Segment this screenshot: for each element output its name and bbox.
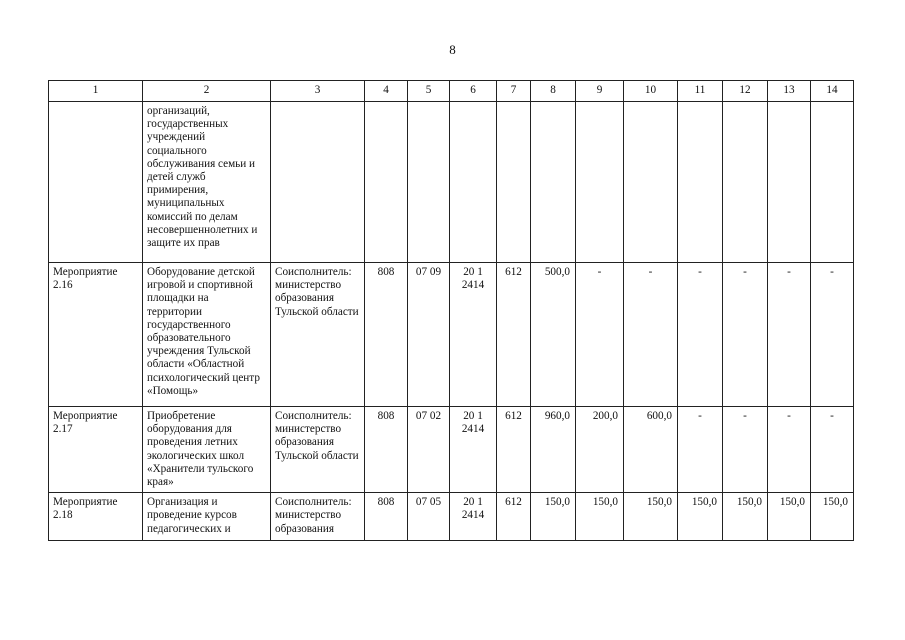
table-cell: 150,0 bbox=[576, 493, 624, 541]
column-header: 8 bbox=[531, 81, 576, 102]
table-cell bbox=[576, 102, 624, 263]
table-cell: организаций, государственных учреждений социального обслуживания семьи и детей служб примирения, муниципальных комиссий по делам несовершеннолетних и защите их прав bbox=[143, 102, 271, 263]
table-cell bbox=[768, 102, 811, 263]
table-cell: 600,0 bbox=[624, 407, 678, 493]
table-cell bbox=[531, 102, 576, 263]
table-cell: 07 09 bbox=[408, 263, 450, 407]
table-cell: Мероприятие 2.17 bbox=[49, 407, 143, 493]
table-cell: Мероприятие 2.16 bbox=[49, 263, 143, 407]
column-header: 9 bbox=[576, 81, 624, 102]
table-cell: 07 02 bbox=[408, 407, 450, 493]
table-cell: 808 bbox=[365, 407, 408, 493]
table-cell: 150,0 bbox=[723, 493, 768, 541]
table-cell: - bbox=[624, 263, 678, 407]
table-cell: 808 bbox=[365, 263, 408, 407]
table-cell: 150,0 bbox=[531, 493, 576, 541]
table-cell bbox=[678, 102, 723, 263]
page-number: 8 bbox=[449, 42, 456, 57]
table-row bbox=[49, 493, 854, 541]
column-header: 4 bbox=[365, 81, 408, 102]
table-cell: - bbox=[576, 263, 624, 407]
table-cell: - bbox=[811, 407, 854, 493]
table-cell: 808 bbox=[365, 493, 408, 541]
column-header: 11 bbox=[678, 81, 723, 102]
table-cell bbox=[365, 102, 408, 263]
column-header: 6 bbox=[450, 81, 497, 102]
header-row bbox=[49, 81, 854, 102]
table-cell: Соисполнитель: министерство образования bbox=[271, 493, 365, 541]
column-header: 5 bbox=[408, 81, 450, 102]
table-cell: 150,0 bbox=[811, 493, 854, 541]
table-cell: 200,0 bbox=[576, 407, 624, 493]
column-header: 7 bbox=[497, 81, 531, 102]
table-cell: 150,0 bbox=[624, 493, 678, 541]
column-header: 13 bbox=[768, 81, 811, 102]
column-header: 10 bbox=[624, 81, 678, 102]
table-cell: - bbox=[678, 407, 723, 493]
table-cell bbox=[408, 102, 450, 263]
table-cell: Соисполнитель: министерство образования Тульской области bbox=[271, 407, 365, 493]
table-cell bbox=[497, 102, 531, 263]
table-cell bbox=[49, 102, 143, 263]
table-cell: Приобретение оборудования для проведения летних экологических школ «Хранители тульского края» bbox=[143, 407, 271, 493]
table-cell: Мероприятие 2.18 bbox=[49, 493, 143, 541]
column-header: 2 bbox=[143, 81, 271, 102]
table-cell: - bbox=[723, 407, 768, 493]
column-header: 14 bbox=[811, 81, 854, 102]
table-cell: 150,0 bbox=[768, 493, 811, 541]
table-cell: 20 1 2414 bbox=[450, 263, 497, 407]
table-cell bbox=[450, 102, 497, 263]
table-cell bbox=[723, 102, 768, 263]
column-header: 3 bbox=[271, 81, 365, 102]
table-cell: 07 05 bbox=[408, 493, 450, 541]
table-cell bbox=[811, 102, 854, 263]
table-cell bbox=[624, 102, 678, 263]
table-cell bbox=[271, 102, 365, 263]
table-cell: - bbox=[768, 263, 811, 407]
table-cell: - bbox=[723, 263, 768, 407]
table-cell: Организация и проведение курсов педагогических и bbox=[143, 493, 271, 541]
table-cell: 612 bbox=[497, 407, 531, 493]
table-row bbox=[49, 102, 854, 263]
table-cell: - bbox=[678, 263, 723, 407]
table-cell: 20 1 2414 bbox=[450, 407, 497, 493]
column-header: 1 bbox=[49, 81, 143, 102]
table-cell: 150,0 bbox=[678, 493, 723, 541]
data-table bbox=[48, 80, 854, 541]
table-row bbox=[49, 263, 854, 407]
table-cell: 960,0 bbox=[531, 407, 576, 493]
table-cell: 20 1 2414 bbox=[450, 493, 497, 541]
table-cell: Соисполнитель: министерство образования Тульской области bbox=[271, 263, 365, 407]
table-row bbox=[49, 407, 854, 493]
table-cell: 612 bbox=[497, 263, 531, 407]
table-cell: 612 bbox=[497, 493, 531, 541]
table-cell: Оборудование детской игровой и спортивной площадки на территории государственного образовательного учреждения Тульской области «Областной психологический центр «Помощь» bbox=[143, 263, 271, 407]
table-cell: 500,0 bbox=[531, 263, 576, 407]
table-cell: - bbox=[811, 263, 854, 407]
column-header: 12 bbox=[723, 81, 768, 102]
table-cell: - bbox=[768, 407, 811, 493]
